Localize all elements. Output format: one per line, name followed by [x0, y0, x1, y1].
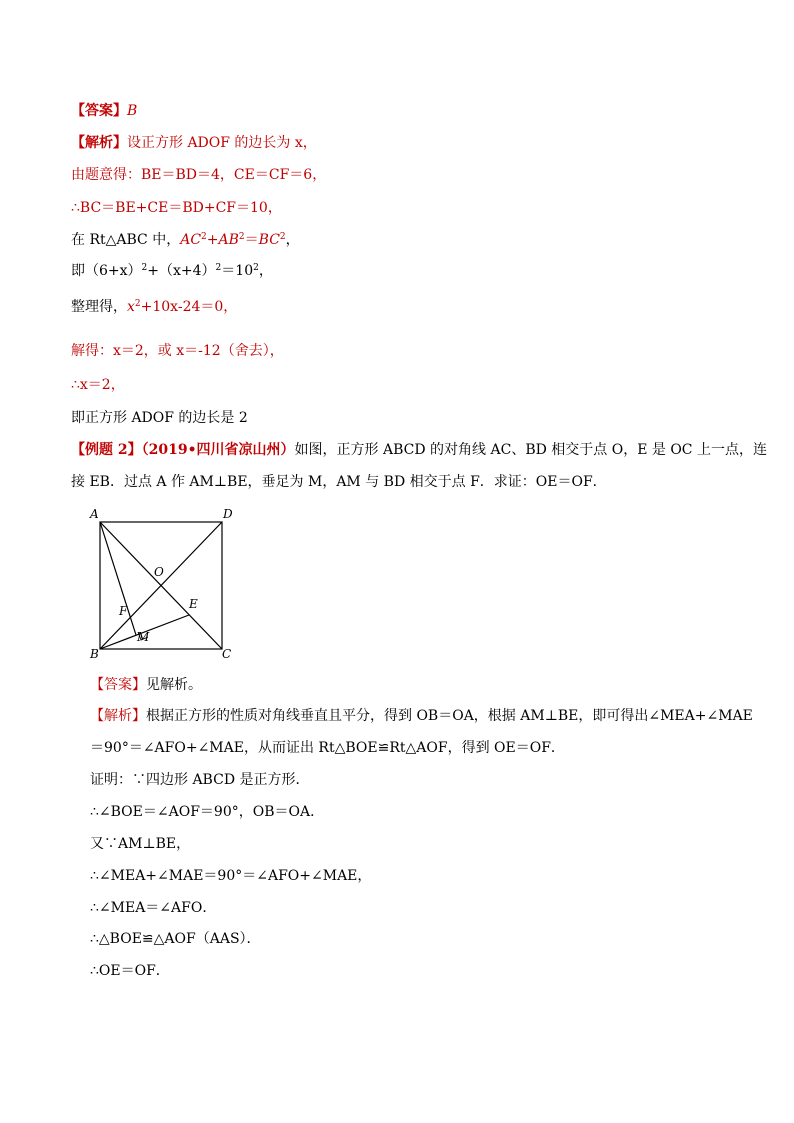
analysis-line-2b: ＝90°＝∠AFO+∠MAE，从而证出 Rt△BOE≌Rt△AOF，得到 OE＝OF． [90, 740, 565, 756]
conclusion-line: 即正方形 ADOF 的边长是 2 [71, 410, 248, 426]
simplify-line: 整理得，$x^2+10x-24=0$， [71, 299, 238, 315]
example-2-text-1: 如图，正方形 ABCD 的对角线 AC、BD 相交于点 O，E 是 OC 上一点，连 [294, 442, 767, 458]
analysis-line-2a [90, 707, 753, 725]
proof-line-7: ∴OE＝OF． [90, 963, 170, 979]
answer-line-2 [90, 676, 202, 694]
proof-line-1: 证明：∵四边形 ABCD 是正方形． [90, 772, 310, 788]
answer-text-2: 见解析。 [146, 677, 202, 693]
example-2-source: （2019•四川省凉山州） [141, 442, 295, 458]
therefore-x-line: ∴x＝2， [71, 377, 125, 393]
analysis-label-1: 【解析】 [71, 135, 127, 151]
square-diagram [85, 500, 235, 665]
example-2-line-1 [71, 441, 767, 459]
proof-line-4: ∴∠MEA+∠MAE＝90°＝∠AFO+∠MAE， [90, 868, 372, 884]
label-b: B [90, 647, 99, 661]
pythagoras-line: 在 Rt△ABC 中，$AC^2+AB^2=BC^2$， [71, 232, 300, 248]
analysis-text-2a: 根据正方形的性质对角线垂直且平分，得到 OB＝OA，根据 AM⊥BE，即可得出∠MEA+∠MAE [146, 708, 753, 724]
proof-line-2: ∴∠BOE＝∠AOF＝90°，OB＝OA． [90, 804, 325, 820]
label-o: O [154, 565, 164, 579]
example-2-label: 【例题 2】 [71, 442, 142, 458]
label-m: M [137, 630, 150, 644]
analysis-label-2: 【解析】 [90, 708, 146, 724]
bc-sum-line: ∴BC＝BE+CE＝BD+CF＝10， [71, 200, 282, 216]
proof-line-3: 又∵AM⊥BE， [90, 836, 191, 852]
analysis-text-1: 设正方形 ADOF 的边长为 x， [127, 135, 317, 151]
analysis-line-1 [71, 134, 317, 152]
segment-am [100, 522, 136, 635]
example-2-line-2: 接 EB．过点 A 作 AM⊥BE，垂足为 M，AM 与 BD 相交于点 F．求证：OE＝OF． [71, 474, 607, 490]
solve-line: 解得：x＝2，或 x＝-12（舍去）， [71, 343, 284, 359]
label-c: C [222, 647, 232, 661]
equation-line: 即$(6+x)^2+(x+4)^2=10^2$， [71, 263, 273, 279]
label-e: E [189, 597, 198, 611]
answer-value-1: B [127, 103, 138, 119]
proof-line-5: ∴∠MEA＝∠AFO． [90, 900, 217, 916]
label-d: D [223, 507, 233, 521]
answer-line-1 [71, 102, 137, 120]
proof-line-6: ∴△BOE≌△AOF（AAS）． [90, 931, 261, 947]
pythagoras-prefix: 在 Rt△ABC 中， [71, 232, 181, 248]
given-line: 由题意得：BE＝BD＝4，CE＝CF＝6， [71, 167, 327, 183]
answer-label-1: 【答案】 [71, 103, 127, 119]
answer-label-2: 【答案】 [90, 677, 146, 693]
label-f: F [119, 604, 128, 618]
label-a: A [90, 507, 99, 521]
